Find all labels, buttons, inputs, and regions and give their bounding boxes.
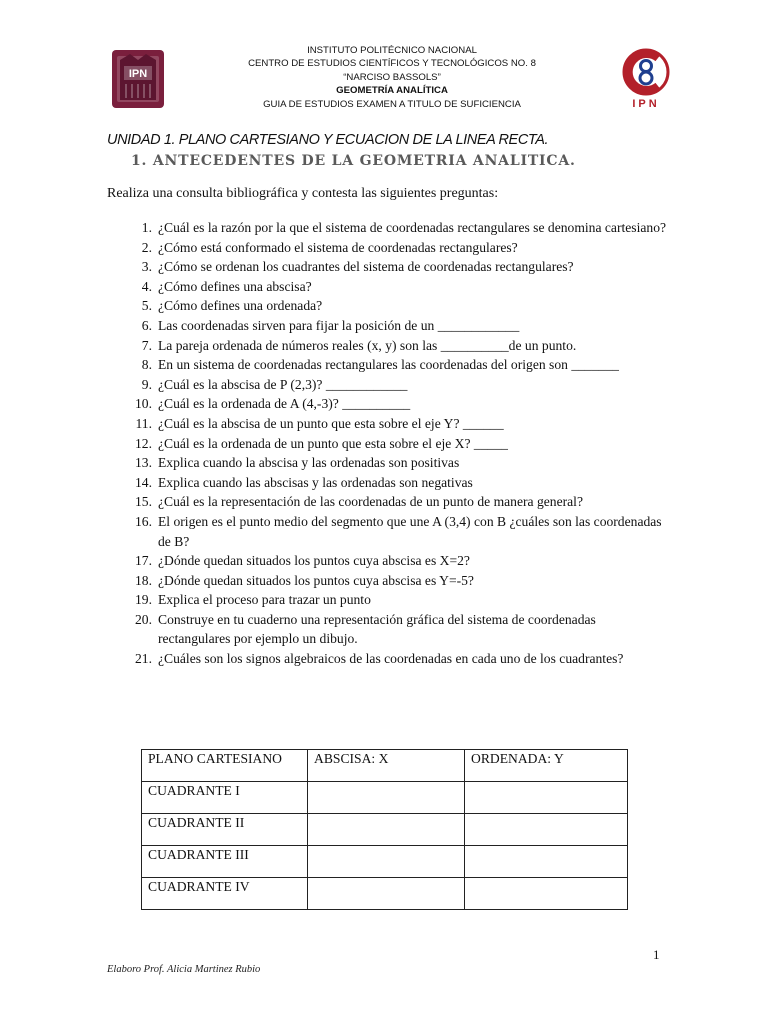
- question-item: [107, 336, 667, 356]
- table-cell: [465, 878, 628, 910]
- ipn-logo: [108, 44, 168, 112]
- question-text: El origen es el punto medio del segmento que une A (3,4) con B ¿cuáles son las coordenadas de B?: [158, 513, 662, 549]
- question-number: 21.: [135, 651, 152, 667]
- question-text: Explica cuando las abscisas y las ordenadas son negativas: [158, 474, 473, 490]
- question-number: 3.: [141, 259, 152, 275]
- table-row: [142, 878, 628, 910]
- table-row: [142, 814, 628, 846]
- question-number: 10.: [135, 396, 152, 412]
- question-item: [107, 277, 667, 297]
- question-item: [107, 414, 667, 434]
- table-cell: CUADRANTE I: [142, 782, 308, 814]
- table-cell: [465, 814, 628, 846]
- question-number: 14.: [135, 474, 152, 490]
- question-text: ¿Cómo está conformado el sistema de coordenadas rectangulares?: [158, 239, 518, 255]
- question-item: [107, 316, 667, 336]
- table-header-row: [142, 750, 628, 782]
- question-item: [107, 375, 667, 395]
- question-number: 9.: [141, 376, 152, 392]
- table-header-cell: ABSCISA: X: [308, 750, 465, 782]
- header-guide-title: GUIA DE ESTUDIOS EXAMEN A TITULO DE SUFICIENCIA: [263, 98, 521, 110]
- instructions: Realiza una consulta bibliográfica y contesta las siguientes preguntas:: [107, 186, 499, 201]
- question-item: [107, 296, 667, 316]
- question-item: [107, 218, 667, 238]
- cecyt-logo-text: IPN: [632, 98, 660, 110]
- question-text: ¿Cuál es la representación de las coordenadas de un punto de manera general?: [158, 494, 583, 510]
- question-number: 5.: [141, 298, 152, 314]
- section-title: 1. ANTECEDENTES DE LA GEOMETRIA ANALITICA.: [131, 153, 576, 169]
- table-cell: [465, 846, 628, 878]
- table-cell: CUADRANTE III: [142, 846, 308, 878]
- table-row: [142, 846, 628, 878]
- table-cell: [308, 878, 465, 910]
- question-text: ¿Cuál es la ordenada de un punto que esta sobre el eje X? _____: [158, 435, 508, 451]
- question-text: ¿Dónde quedan situados los puntos cuya abscisa es X=2?: [158, 553, 470, 569]
- question-number: 4.: [141, 278, 152, 294]
- question-text: ¿Cómo defines una ordenada?: [158, 298, 323, 314]
- question-item: [107, 551, 667, 571]
- question-item: [107, 492, 667, 512]
- question-text: ¿Cuál es la ordenada de A (4,-3)? __________: [158, 396, 411, 412]
- header-school-name: “NARCISO BASSOLS”: [343, 71, 441, 83]
- question-item: [107, 571, 667, 591]
- question-list: [107, 218, 667, 669]
- question-text: En un sistema de coordenadas rectangulares las coordenadas del origen son _______: [158, 357, 619, 373]
- table-cell: [308, 782, 465, 814]
- quadrant-signs-table: [141, 749, 628, 910]
- header-school: CENTRO DE ESTUDIOS CIENTÍFICOS Y TECNOLÓGICOS NO. 8: [248, 58, 536, 70]
- question-text: ¿Cuál es la razón por la que el sistema de coordenadas rectangulares se denomina cartesiano?: [158, 220, 667, 235]
- page-number: 1: [653, 947, 660, 962]
- question-number: 7.: [141, 337, 152, 353]
- question-text: ¿Dónde quedan situados los puntos cuya abscisa es Y=-5?: [158, 572, 474, 588]
- unit-title: UNIDAD 1. PLANO CARTESIANO Y ECUACION DE LA LINEA RECTA.: [107, 132, 549, 148]
- question-text: ¿Cuál es la abscisa de P (2,3)? ____________: [158, 376, 408, 392]
- question-number: 16.: [135, 513, 152, 529]
- question-item: [107, 649, 667, 669]
- question-number: 20.: [135, 611, 152, 627]
- question-item: [107, 453, 667, 473]
- table-cell: CUADRANTE IV: [142, 878, 308, 910]
- question-number: 6.: [141, 317, 152, 333]
- question-item: [107, 473, 667, 493]
- institution-header: [200, 44, 584, 111]
- table-cell: [308, 846, 465, 878]
- question-text: Explica cuando la abscisa y las ordenadas son positivas: [158, 455, 460, 471]
- header-institute: INSTITUTO POLITÉCNICO NACIONAL: [307, 45, 477, 56]
- table-cell: [308, 814, 465, 846]
- question-text: ¿Cómo se ordenan los cuadrantes del sistema de coordenadas rectangulares?: [158, 259, 574, 275]
- question-text: Construye en tu cuaderno una representación gráfica del sistema de coordenadas rectangulares por ejemplo un dibujo.: [158, 611, 596, 647]
- question-number: 18.: [135, 572, 152, 588]
- ipn-logo-text: IPN: [128, 68, 148, 80]
- question-item: [107, 238, 667, 258]
- author-footer: Elaboro Prof. Alicia Martinez Rubio: [107, 964, 261, 975]
- header-subject: GEOMETRÍA ANALÍTICA: [336, 85, 448, 97]
- question-text: La pareja ordenada de números reales (x, y) son las __________de un punto.: [158, 337, 577, 353]
- question-number: 13.: [135, 455, 152, 471]
- question-number: 19.: [135, 592, 152, 608]
- question-number: 12.: [135, 435, 152, 451]
- question-item: [107, 512, 667, 551]
- question-item: [107, 257, 667, 277]
- cecyt-logo: [618, 46, 674, 110]
- question-item: [107, 394, 667, 414]
- table-cell: [465, 782, 628, 814]
- table-header-cell: ORDENADA: Y: [465, 750, 628, 782]
- question-text: ¿Cuál es la abscisa de un punto que esta sobre el eje Y? ______: [158, 415, 504, 431]
- question-text: ¿Cómo defines una abscisa?: [158, 278, 312, 294]
- question-number: 2.: [141, 239, 152, 255]
- question-text: Las coordenadas sirven para fijar la posición de un ____________: [158, 317, 520, 333]
- question-number: 15.: [135, 494, 152, 510]
- question-item: [107, 355, 667, 375]
- question-number: 1.: [141, 220, 152, 235]
- question-number: 8.: [141, 357, 152, 373]
- question-item: [107, 590, 667, 610]
- question-number: 11.: [135, 415, 152, 431]
- table-cell: CUADRANTE II: [142, 814, 308, 846]
- question-item: [107, 434, 667, 454]
- question-item: [107, 610, 667, 649]
- table-header-cell: PLANO CARTESIANO: [142, 750, 308, 782]
- question-text: Explica el proceso para trazar un punto: [158, 592, 371, 608]
- question-text: ¿Cuáles son los signos algebraicos de las coordenadas en cada uno de los cuadrantes?: [158, 651, 624, 667]
- question-number: 17.: [135, 553, 152, 569]
- table-row: [142, 782, 628, 814]
